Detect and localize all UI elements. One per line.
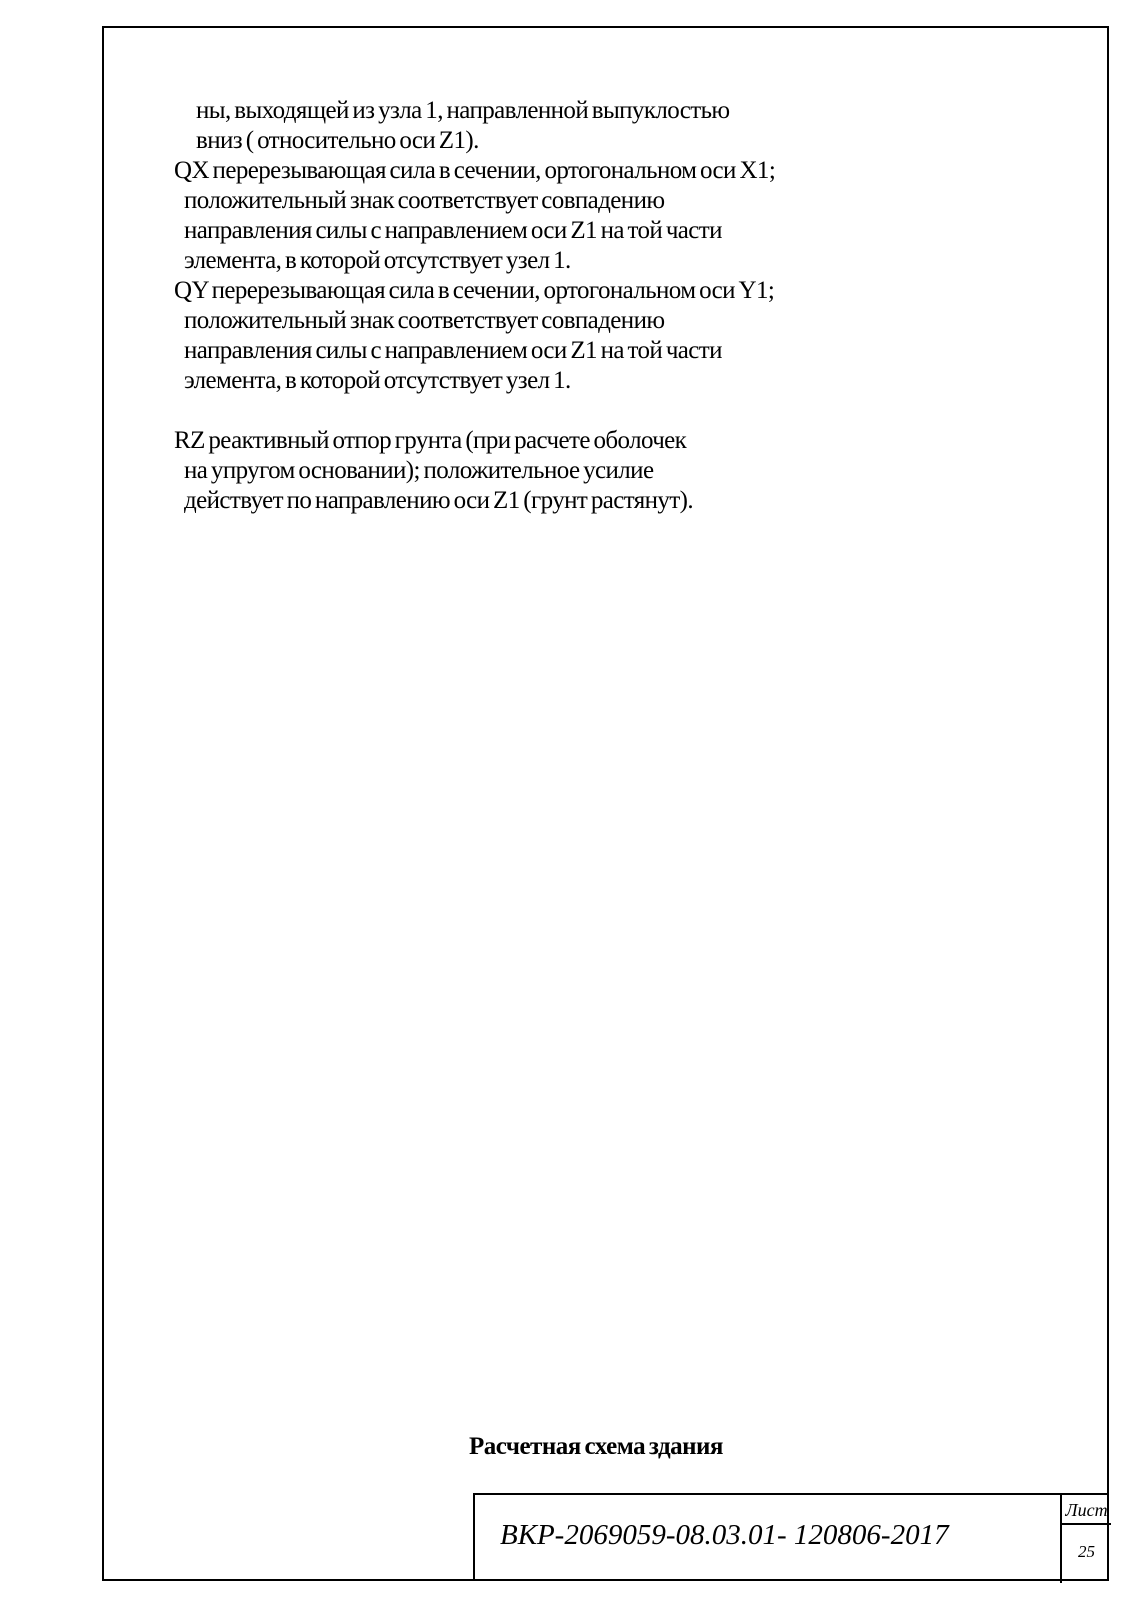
body-line: положительный знак соответствует совпадению xyxy=(184,187,665,214)
body-line: направления силы с направлением оси Z1 на той части xyxy=(184,337,722,364)
body-line: положительный знак соответствует совпадению xyxy=(184,307,665,334)
section-title: Расчетная схема здания xyxy=(469,1433,723,1460)
body-line: QX перерезывающая сила в сечении, ортогональном оси X1; xyxy=(174,157,776,184)
body-line: RZ реактивный отпор грунта (при расчете оболочек xyxy=(174,427,687,454)
drawing-frame xyxy=(102,26,1109,1581)
sheet-label: Лист xyxy=(1062,1493,1111,1525)
body-line: элемента, в которой отсутствует узел 1. xyxy=(184,367,571,394)
document-code: ВКР-2069059-08.03.01- 120806-2017 xyxy=(500,1519,949,1551)
body-line: на упругом основании); положительное усилие xyxy=(184,457,654,484)
title-block xyxy=(473,1493,1109,1581)
body-line: действует по направлению оси Z1 (грунт растянут). xyxy=(184,487,694,514)
body-line: элемента, в которой отсутствует узел 1. xyxy=(184,247,571,274)
body-line: QY перерезывающая сила в сечении, ортогональном оси Y1; xyxy=(174,277,775,304)
body-text xyxy=(104,28,1107,1579)
body-line: направления силы с направлением оси Z1 на той части xyxy=(184,217,722,244)
body-line: ны, выходящей из узла 1, направленной выпуклостью xyxy=(196,97,730,124)
body-line: вниз ( относительно оси Z1). xyxy=(196,127,479,154)
sheet-number: 25 xyxy=(1078,1542,1095,1561)
sheet-cell xyxy=(1060,1493,1111,1583)
